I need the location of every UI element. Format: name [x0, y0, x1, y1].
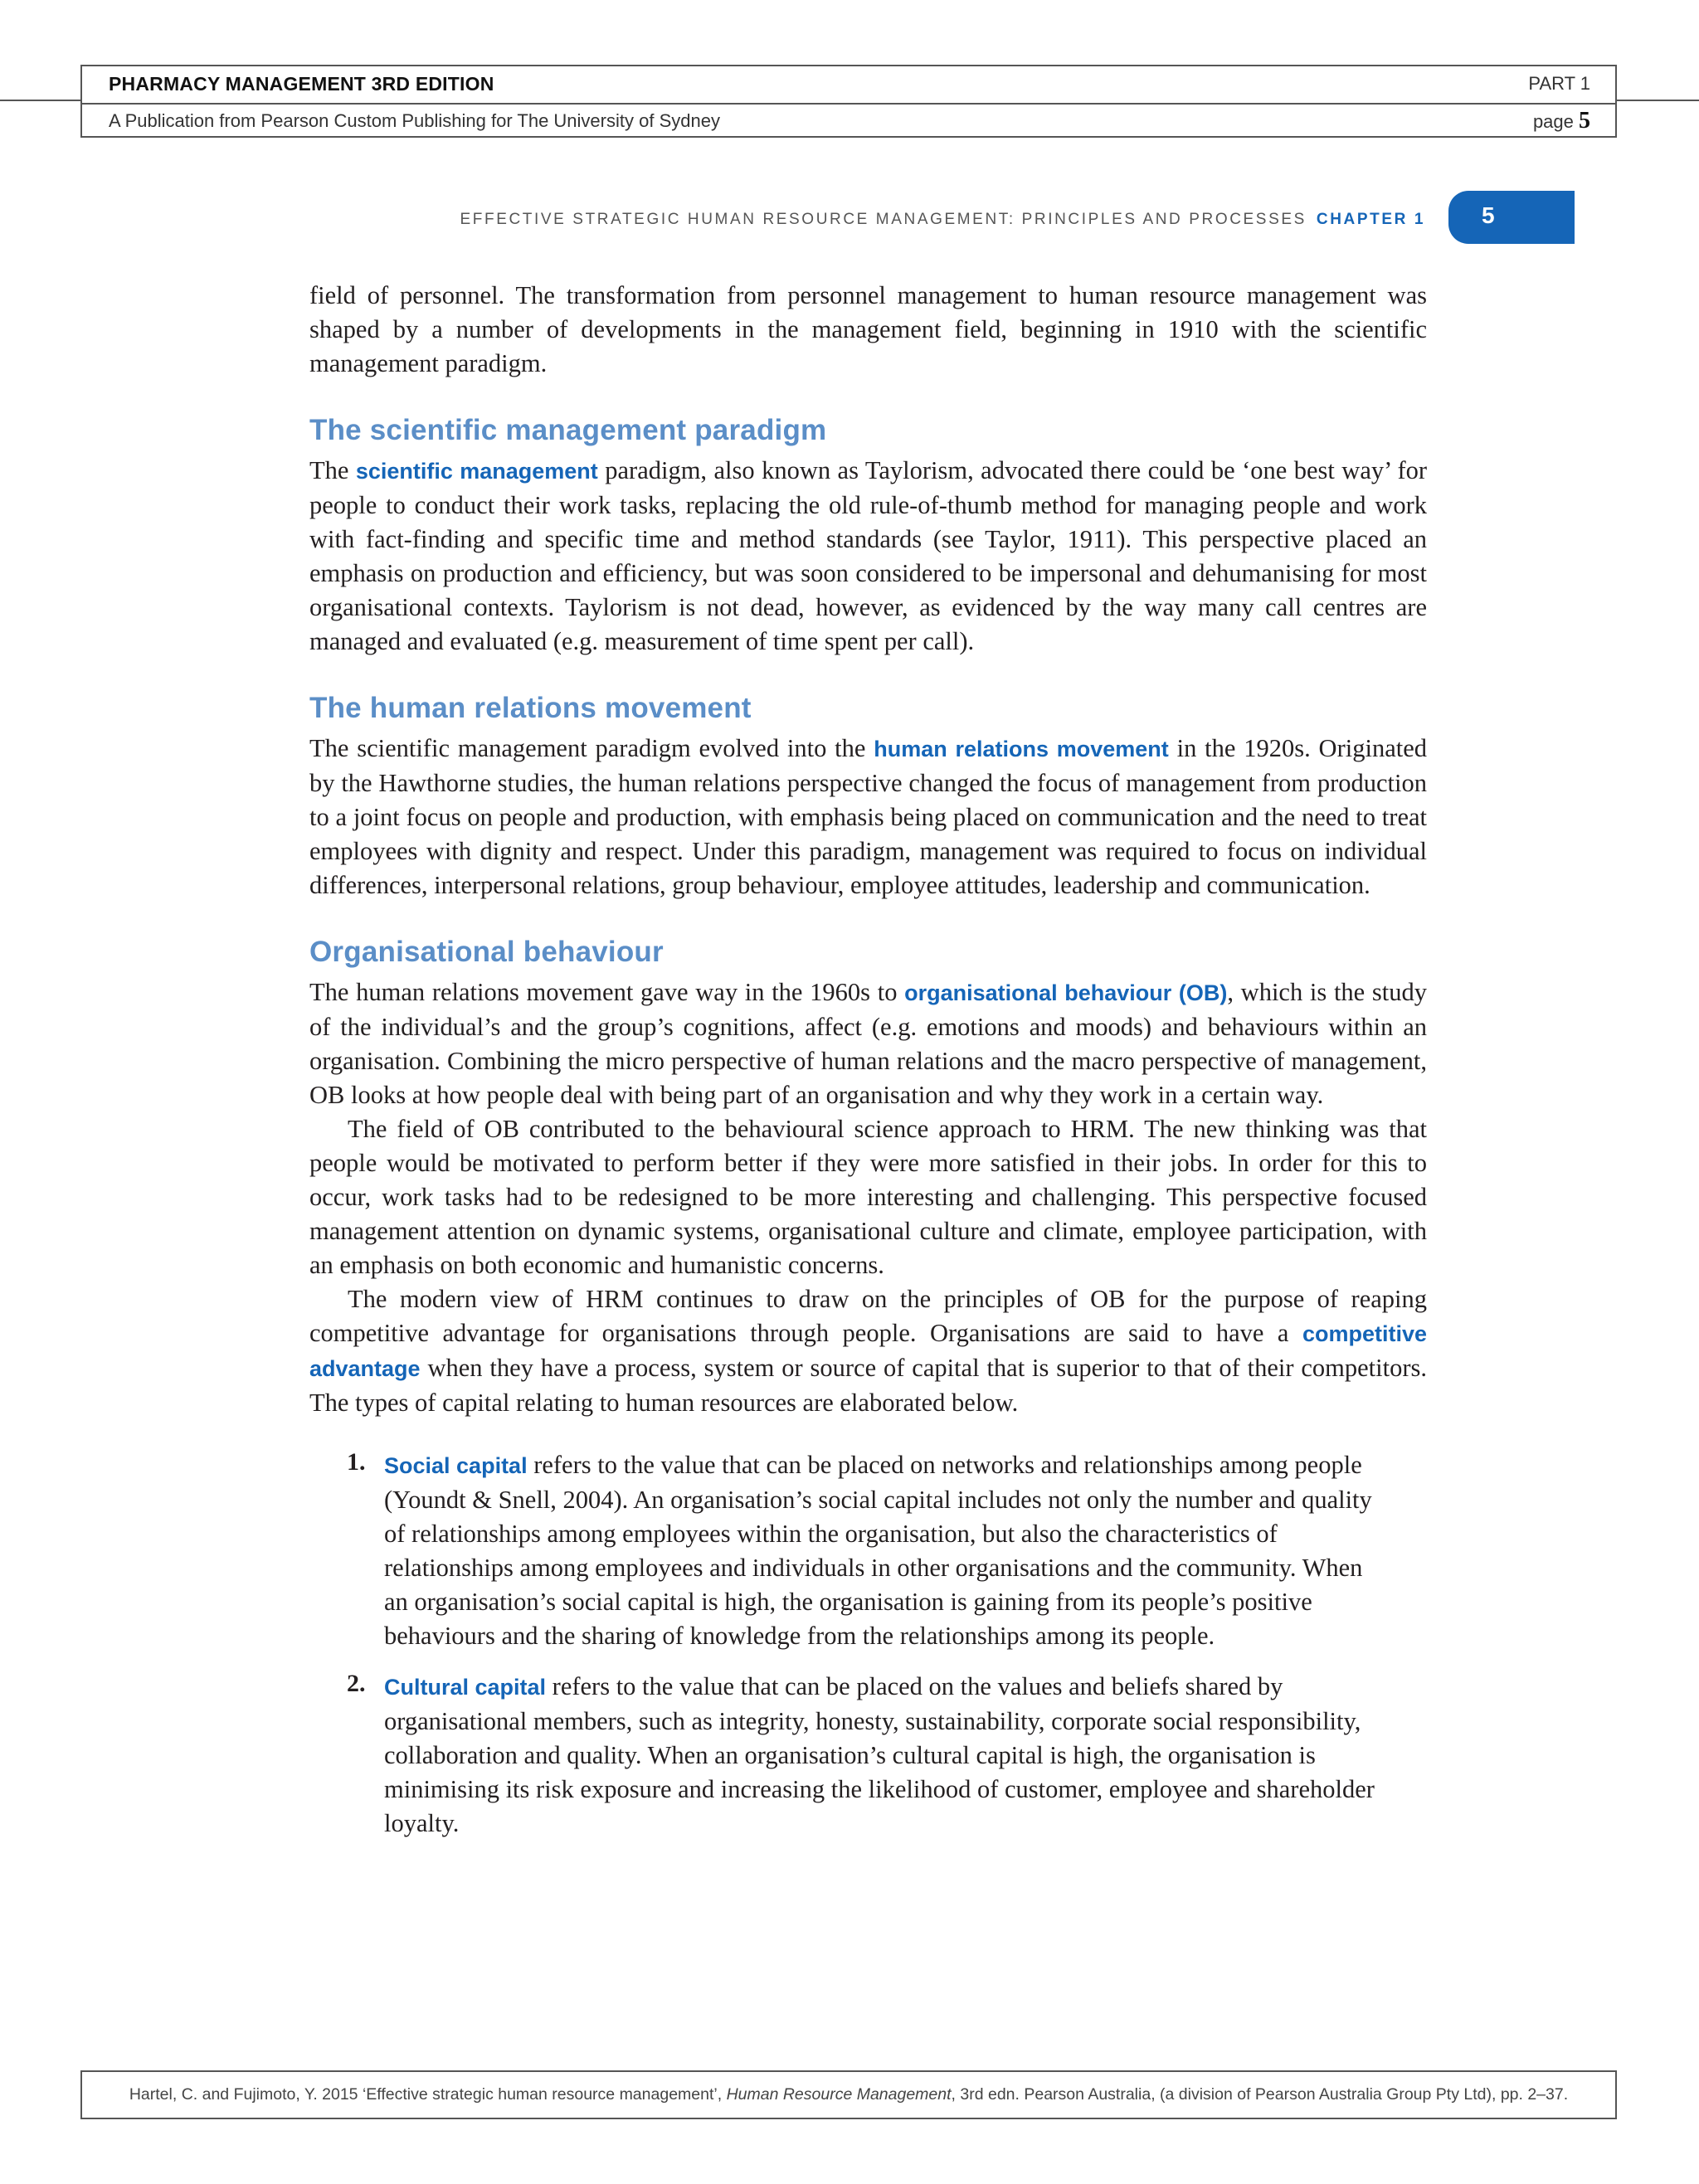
- citation-footer: [80, 2070, 1617, 2119]
- text-run: refers to the value that can be placed on networks and relationships among people (Youndt & Snell, 2004). An organisation’s social capital includes not only the number and quality of relationships among employees within the organisation, but also the characteristics of relationships among employees and individuals in other organisations and the community. When an organisation’s social capital is high, the organisation is gaining from its people’s positive behaviours and the sharing of knowledge from the relationships among its people.: [384, 1451, 1372, 1650]
- text-run: paradigm, also known as Taylorism, advocated there could be ‘one best way’ for people to conduct their work tasks, replacing the old rule-of-thumb method for managing people and work with fact-finding and specific time and method standards (see Taylor, 1911). This perspective placed an emphasis on production and efficiency, but was soon considered to be impersonal and dehumanising for most organisational contexts. Taylorism is not dead, however, as evidenced by the way many call centres are managed and evaluated (e.g. measurement of time spent per call).: [309, 456, 1428, 655]
- chapter-page-tab: [1448, 191, 1575, 244]
- key-term: competitive advantage: [309, 1321, 1427, 1381]
- section-heading: The human relations movement: [309, 692, 752, 724]
- header-rule-left: [0, 100, 80, 101]
- intro-paragraph: field of personnel. The transformation from personnel management to human resource management was shaped by a number of developments in the management field, beginning in 1910 with the scientific management paradigm.: [309, 281, 1427, 377]
- list-number: 1.: [347, 1448, 366, 1476]
- list-item-text: [384, 1448, 1380, 1653]
- section-paragraph: [309, 732, 1427, 902]
- header-rule-right: [1617, 100, 1699, 101]
- text-run: The modern view of HRM continues to draw on the principles of OB for the purpose of reaping competitive advantage for organisations through people. Organisations are said to have a: [309, 1285, 1427, 1347]
- section-paragraph: [309, 975, 1427, 1112]
- text-run: in the 1920s. Originated by the Hawthorne studies, the human relations perspective changed the focus of management from production to a joint focus on people and production, with emphasis being placed on communication and the need to treat employees with dignity and respect. Under this paradigm, management was required to focus on individual differences, interpersonal relations, group behaviour, employee attitudes, leadership and communication.: [309, 734, 1427, 899]
- key-term: scientific management: [355, 459, 598, 484]
- page-number: 5: [1579, 108, 1590, 134]
- section-organisational-behaviour: [309, 936, 1427, 1420]
- section-heading: Organisational behaviour: [309, 936, 664, 968]
- citation-text: Hartel, C. and Fujimoto, Y. 2015 ‘Effective strategic human resource management’,: [129, 2085, 727, 2104]
- chapter-label: CHAPTER 1: [1316, 211, 1425, 228]
- key-term: Cultural capital: [384, 1675, 547, 1700]
- text-run: The scientific management paradigm evolved into the: [309, 734, 874, 762]
- key-term: organisational behaviour (OB): [904, 980, 1228, 1005]
- text-run: The human relations movement gave way in the 1960s to: [309, 978, 905, 1006]
- text-run: The: [309, 456, 356, 484]
- publication-line: A Publication from Pearson Custom Publishing for The University of Sydney: [109, 110, 720, 131]
- section-human-relations: [309, 692, 1427, 902]
- list-item: [309, 1448, 1427, 1653]
- page-label: page: [1532, 111, 1579, 132]
- section-paragraph: [309, 454, 1427, 659]
- section-scientific-management: [309, 414, 1427, 659]
- list-number: 2.: [347, 1670, 366, 1697]
- section-paragraph: [309, 1282, 1427, 1420]
- capital-types-list: [309, 1448, 1427, 1841]
- book-title: PHARMACY MANAGEMENT 3RD EDITION: [109, 73, 494, 95]
- section-heading: The scientific management paradigm: [309, 414, 827, 446]
- page-indicator: [1533, 108, 1590, 134]
- page-header: [80, 65, 1617, 138]
- key-term: human relations movement: [874, 737, 1169, 761]
- main-content: [309, 279, 1427, 1857]
- tab-page-number: 5: [1482, 202, 1495, 228]
- key-term: Social capital: [384, 1453, 528, 1478]
- part-label: PART 1: [1528, 73, 1590, 94]
- section-paragraph: The field of OB contributed to the behavioural science approach to HRM. The new thinking was that people would be motivated to perform better if they were more satisfied in their jobs. In order for this to occur, work tasks had to be redesigned to be more interesting and challenging. This perspective focused management attention on dynamic systems, organisational culture and climate, employee participation, with an emphasis on both economic and humanistic concerns.: [309, 1115, 1427, 1279]
- citation-book-title: Human Resource Management: [726, 2085, 952, 2104]
- citation-text: , 3rd edn. Pearson Australia, (a division of Pearson Australia Group Pty Ltd), pp. 2–37.: [951, 2085, 1569, 2104]
- list-item-text: [384, 1670, 1380, 1841]
- running-head: [460, 211, 1425, 229]
- list-item: [309, 1670, 1427, 1841]
- text-run: when they have a process, system or source of capital that is superior to that of their competitors. The types of capital relating to human resources are elaborated below.: [309, 1354, 1427, 1417]
- text-run: , which is the study of the individual’s and the group’s cognitions, affect (e.g. emotions and moods) and behaviours within an organisation. Combining the micro perspective of human relations and the macro perspective of management, OB looks at how people deal with being part of an organisation and why they work in a certain way.: [309, 978, 1427, 1109]
- running-head-text: EFFECTIVE STRATEGIC HUMAN RESOURCE MANAGEMENT: PRINCIPLES AND PROCESSES: [460, 211, 1307, 228]
- text-run: refers to the value that can be placed on the values and beliefs shared by organisational members, such as integrity, honesty, sustainability, corporate social responsibility, collaboration and quality. When an organisation’s cultural capital is high, the organisation is minimising its risk exposure and increasing the likelihood of customer, employee and shareholder loyalty.: [384, 1672, 1375, 1837]
